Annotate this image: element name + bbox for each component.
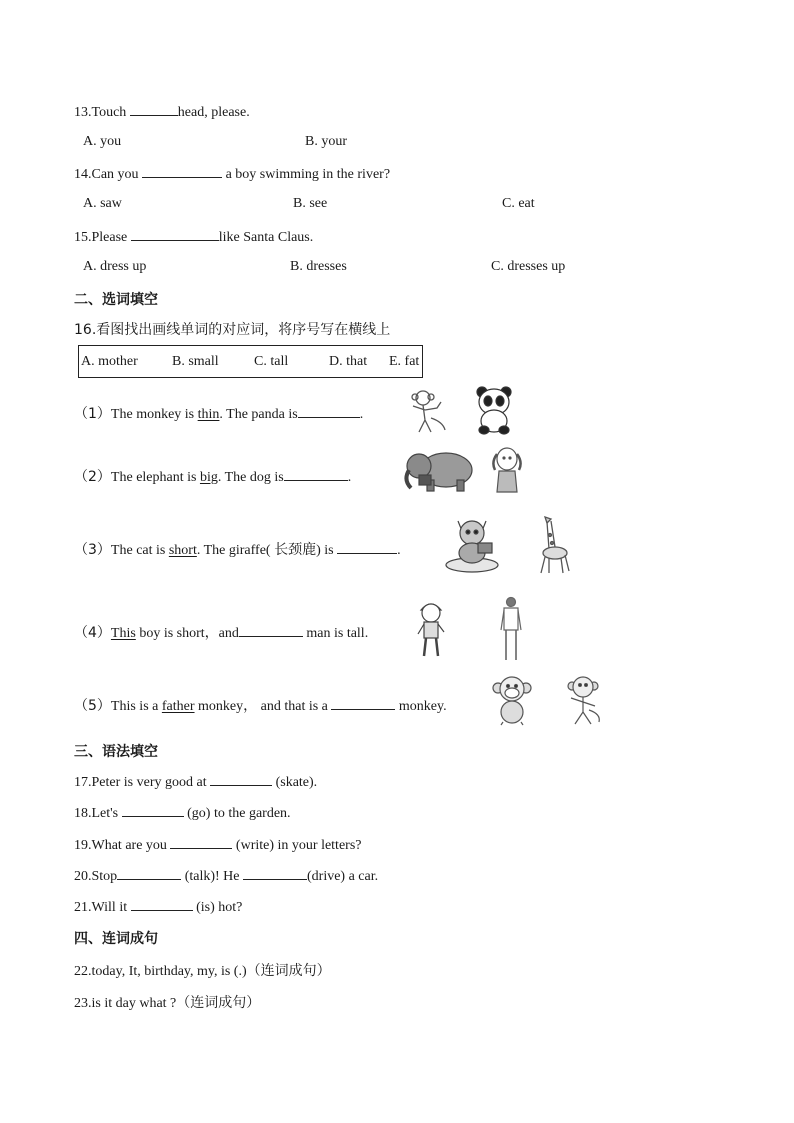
q16-2-pre: The elephant is xyxy=(110,470,197,485)
q16-3-post: . The giraffe( 长颈鹿) is xyxy=(196,543,334,558)
q15-option-a: A. dress up xyxy=(83,259,147,274)
q16-5-number: （5） xyxy=(74,698,111,714)
q15-text-after: like Santa Claus. xyxy=(218,230,314,245)
q16-4-post: boy is short，and xyxy=(135,626,239,641)
q16-5-underlined-word: father xyxy=(161,699,195,714)
q19-blank[interactable] xyxy=(170,836,232,849)
word-option-b: B. small xyxy=(172,354,219,369)
q17-blank[interactable] xyxy=(210,773,272,786)
q16-1-underlined-word: thin xyxy=(197,407,220,422)
q16-5-end: monkey. xyxy=(395,699,447,714)
q20-blank-2[interactable] xyxy=(243,867,307,880)
small-dog-image xyxy=(489,446,525,496)
q16-4-blank[interactable] xyxy=(239,624,303,637)
q15-option-b: B. dresses xyxy=(290,259,347,274)
q16-item-4 xyxy=(74,622,368,642)
q15-blank[interactable] xyxy=(131,228,219,241)
q17-text-before: 17.Peter is very good at xyxy=(74,775,207,790)
short-cat-image xyxy=(444,515,504,573)
question-19 xyxy=(74,836,361,854)
q16-5-post: monkey， and that is a xyxy=(194,699,328,714)
q15-text-before: 15.Please xyxy=(74,230,128,245)
q18-blank[interactable] xyxy=(122,804,184,817)
q16-2-blank[interactable] xyxy=(284,468,348,481)
word-option-c: C. tall xyxy=(254,354,289,369)
q16-item-3 xyxy=(74,539,401,559)
q14-option-c: C. eat xyxy=(502,196,535,211)
short-boy-image xyxy=(415,598,447,660)
q19-text-after: (write) in your letters? xyxy=(235,838,362,853)
q16-1-end: . xyxy=(359,407,364,422)
q15-option-c: C. dresses up xyxy=(491,259,566,274)
q16-3-underlined-word: short xyxy=(168,543,197,558)
q13-blank[interactable] xyxy=(130,103,178,116)
q13-option-b: B. your xyxy=(305,134,347,149)
word-option-d: D. that xyxy=(329,354,368,369)
q21-text-before: 21.Will it xyxy=(74,900,128,915)
word-option-e: E. fat xyxy=(389,354,420,369)
q16-3-blank[interactable] xyxy=(337,541,397,554)
q16-item-1 xyxy=(74,403,363,423)
fat-panda-image xyxy=(474,385,514,435)
word-option-a: A. mother xyxy=(81,354,138,369)
question-17 xyxy=(74,773,317,791)
thin-monkey-image xyxy=(405,388,455,436)
q16-3-pre: The cat is xyxy=(110,543,166,558)
section-3-title: 三、语法填空 xyxy=(74,744,158,760)
q16-2-underlined-word: big xyxy=(199,470,218,485)
q16-3-number: （3） xyxy=(74,542,111,558)
q21-blank[interactable] xyxy=(131,898,193,911)
question-13 xyxy=(74,103,250,121)
q14-text-after: a boy swimming in the river? xyxy=(225,167,391,182)
q13-option-a: A. you xyxy=(83,134,122,149)
tall-man-image xyxy=(496,596,526,662)
q18-text-before: 18.Let's xyxy=(74,806,119,821)
q16-5-pre: This is a xyxy=(110,699,159,714)
question-21 xyxy=(74,898,242,916)
q16-1-pre: The monkey is xyxy=(110,407,195,422)
question-14 xyxy=(74,165,390,183)
q16-1-blank[interactable] xyxy=(298,405,360,418)
q19-text-before: 19.What are you xyxy=(74,838,167,853)
question-18 xyxy=(74,804,291,822)
father-monkey-image xyxy=(563,674,605,726)
question-22: 22.today, It, birthday, my, is (.)（连词成句） xyxy=(74,964,331,979)
q16-2-post: . The dog is xyxy=(217,470,284,485)
q20-blank-1[interactable] xyxy=(117,867,181,880)
question-15 xyxy=(74,228,313,246)
q16-2-end: . xyxy=(347,470,352,485)
q16-1-post: . The panda is xyxy=(219,407,298,422)
q18-text-after: (go) to the garden. xyxy=(187,806,291,821)
section-2-instruction: 16.看图找出画线单词的对应词，将序号写在横线上 xyxy=(74,322,391,338)
q16-1-number: （1） xyxy=(74,406,111,422)
q14-text-before: 14.Can you xyxy=(74,167,139,182)
q14-option-b: B. see xyxy=(293,196,328,211)
q16-3-end: . xyxy=(397,543,401,558)
q16-2-number: （2） xyxy=(74,469,111,485)
q14-option-a: A. saw xyxy=(83,196,122,211)
q13-text-after: head, please. xyxy=(177,105,250,120)
q16-item-2 xyxy=(74,466,351,486)
q16-4-number: （4） xyxy=(74,625,111,641)
q14-blank[interactable] xyxy=(142,165,222,178)
q17-text-after: (skate). xyxy=(275,775,318,790)
section-4-title: 四、连词成句 xyxy=(74,931,158,947)
section-2-title: 二、选词填空 xyxy=(74,292,158,308)
q16-5-blank[interactable] xyxy=(331,697,395,710)
q20-text-before: 20.Stop xyxy=(74,869,118,884)
q16-item-5 xyxy=(74,695,447,715)
q16-4-end: man is tall. xyxy=(302,626,369,641)
q13-text-before: 13.Touch xyxy=(74,105,127,120)
q20-text-mid: (talk)! He xyxy=(184,869,240,884)
big-elephant-image xyxy=(401,448,475,494)
q16-4-underlined-word: This xyxy=(110,626,136,641)
question-23: 23.is it day what ?（连词成句） xyxy=(74,996,261,1011)
q21-text-after: (is) hot? xyxy=(196,900,243,915)
question-20 xyxy=(74,867,378,885)
q20-text-after: (drive) a car. xyxy=(307,869,379,884)
mother-monkey-image xyxy=(491,674,533,726)
tall-giraffe-image xyxy=(531,513,571,575)
